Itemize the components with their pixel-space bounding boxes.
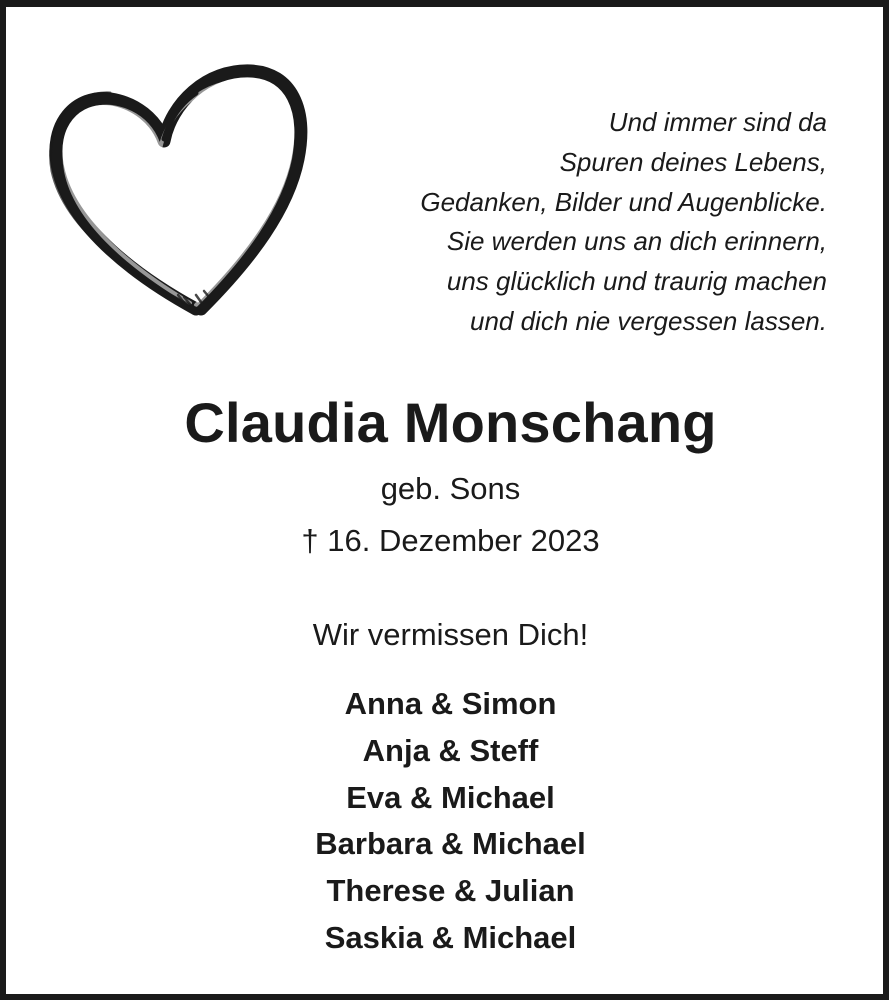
farewell-message: Wir vermissen Dich! [312,617,589,652]
mourner-entry: Barbara & Michael [315,826,586,862]
death-date: † 16. Dezember 2023 [301,523,600,558]
mourner-entry: Anja & Steff [362,732,539,768]
poem-line: Sie werden uns an dich erinnern, [446,226,827,257]
memorial-poem [267,103,827,342]
birth-name: geb. Sons [380,471,521,506]
poem-line: Gedanken, Bilder und Augenblicke. [420,186,827,217]
poem-line: Und immer sind da [608,107,827,137]
poem-line: Spuren deines Lebens, [559,146,827,177]
mourners-list [6,681,889,962]
poem-line: uns glücklich und traurig machen [446,266,827,297]
mourner-entry: Anna & Simon [344,686,557,721]
poem-line: und dich nie vergessen lassen. [469,305,827,336]
deceased-name: Claudia Monschang [184,391,717,454]
mourner-entry: Eva & Michael [346,779,555,815]
mourner-entry: Saskia & Michael [324,919,577,955]
mourner-entry: Therese & Julian [326,873,575,909]
